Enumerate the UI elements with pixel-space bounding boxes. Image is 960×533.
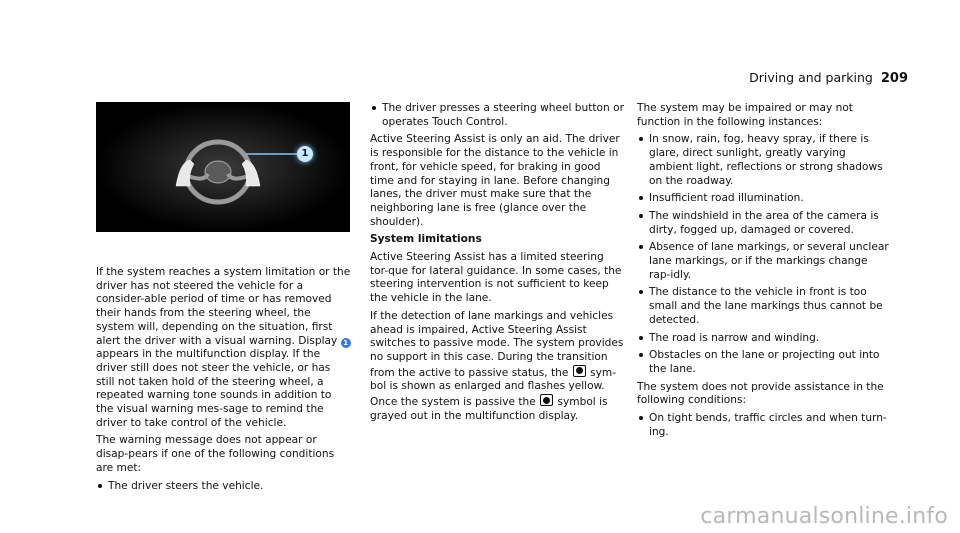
watermark: carmanualsonline.info: [700, 504, 948, 529]
paragraph-impaired-instances: The system may be impaired or may not function in the following instances:: [637, 102, 853, 128]
column-3: [637, 102, 892, 443]
steering-wheel-illustration: [96, 102, 350, 232]
paragraph-steering-torque: Active Steering Assist has a limited steering tor-que for lateral guidance. In some cases, the steering intervention is not sufficient to keep the vehicle in the lane.: [370, 251, 622, 305]
list-item: The driver steers the vehicle.: [96, 480, 351, 494]
list-item: On tight bends, traffic circles and when turn-ing.: [637, 412, 892, 439]
conditions-list: [96, 480, 351, 494]
list-item: Obstacles on the lane or projecting out into the lane.: [637, 349, 892, 376]
steering-assist-symbol-icon: [540, 394, 553, 406]
column-1: [96, 102, 351, 497]
page-number: 209: [880, 71, 908, 86]
paragraph-aid-notice: Active Steering Assist is only an aid. The driver is responsible for the distance to the vehicle in front, for vehicle speed, for braking in good time and for staying in lane. Before changing lanes, the driver must make sure that the neighboring lane is free (glance over the shoulder).: [370, 133, 620, 228]
text: If the system reaches a system limitation or the driver has not steered the vehicle for a consider-able period of time or has removed their hands from the steering wheel, the system will, depending on the situation, first alert the driver with a visual warning. Display: [96, 266, 351, 347]
figure-callout-1: 1: [297, 146, 313, 162]
text: appears in the multifunction display. If the driver still does not steer the vehicle, or has still not taken hold of the steering wheel, a repeated warning tone sounds in addition to the visual warning mes-sage to remind the driver to take control of the vehicle.: [96, 348, 332, 429]
paragraph-passive-mode: [370, 310, 625, 424]
paragraph-limitation-warning: [96, 266, 351, 430]
system-limitations-heading: System limitations: [370, 233, 482, 246]
conditions-list-continued: [370, 102, 625, 129]
paragraph-no-assistance: The system does not provide assistance in the following conditions:: [637, 380, 884, 407]
steering-wheel-figure: [96, 102, 350, 232]
list-item: The distance to the vehicle in front is too small and the lane markings thus cannot be detected.: [637, 286, 892, 327]
column-2: [370, 102, 625, 427]
steering-assist-symbol-icon: [573, 365, 586, 377]
text: If the detection of lane markings and vehicles ahead is impaired, Active Steering Assist switches to passive mode. The system provides no support in this case. During the transition from the active to passive status, the: [370, 309, 624, 379]
text: symbol is grayed out in the multifunction display.: [370, 396, 608, 422]
section-title: Driving and parking: [749, 70, 873, 85]
list-item: The driver presses a steering wheel button or operates Touch Control.: [370, 102, 625, 129]
impairment-list: [637, 133, 892, 376]
list-item: In snow, rain, fog, heavy spray, if there is glare, direct sunlight, greatly varying ambient light, reflections or strong shadows on the roadway.: [637, 133, 892, 188]
list-item: Absence of lane markings, or several unclear lane markings, or if the markings change rap-idly.: [637, 241, 892, 282]
text: sym-bol is shown as enlarged and flashes yellow. Once the system is passive the: [370, 366, 617, 409]
list-item: The windshield in the area of the camera is dirty, fogged up, damaged or covered.: [637, 210, 892, 237]
list-item: The road is narrow and winding.: [637, 332, 892, 346]
display-callout-icon: 1: [341, 338, 351, 348]
page-header: [749, 70, 908, 86]
paragraph-warning-conditions: The warning message does not appear or disap-pears if one of the following conditions are met:: [96, 434, 335, 474]
no-assistance-list: [637, 412, 892, 439]
list-item: Insufficient road illumination.: [637, 192, 892, 206]
